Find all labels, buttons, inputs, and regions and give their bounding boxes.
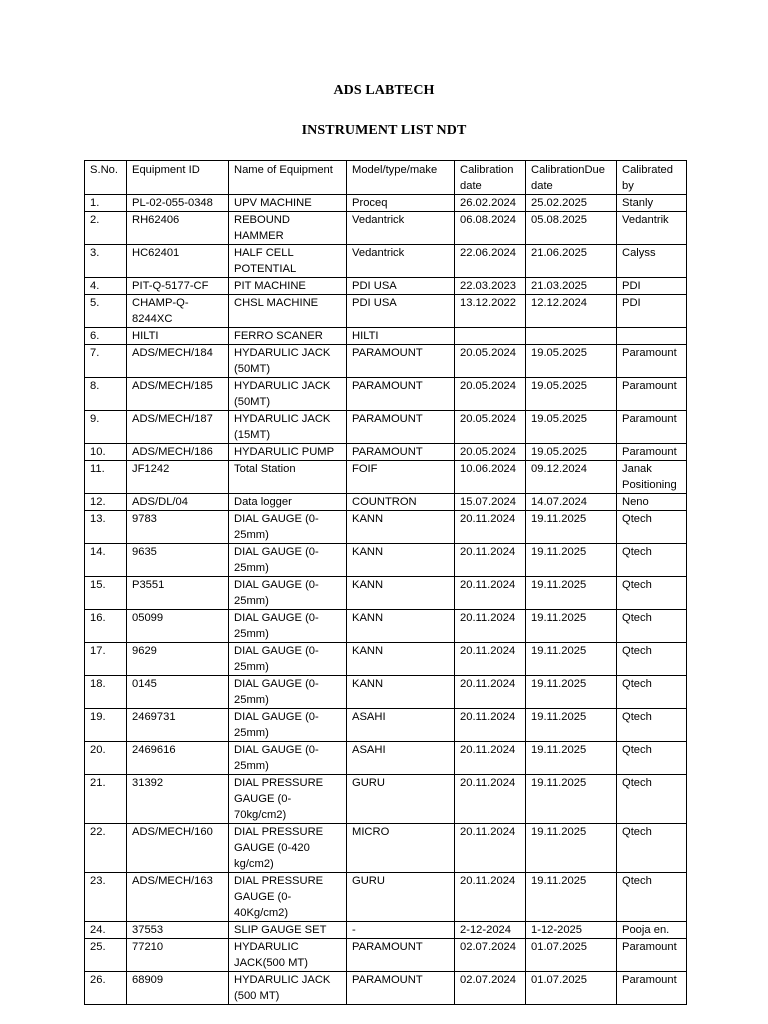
- cell-calibration-date: 22.06.2024: [455, 245, 526, 278]
- col-header-name: Name of Equipment: [229, 161, 347, 195]
- col-header-calibration-date: Calibration date: [455, 161, 526, 195]
- cell-equipment-name: FERRO SCANER: [229, 328, 347, 345]
- cell-due-date: 21.03.2025: [526, 278, 617, 295]
- cell-equipment-id: 9629: [127, 643, 229, 676]
- cell-model: PARAMOUNT: [347, 972, 455, 1005]
- cell-equipment-name: CHSL MACHINE: [229, 295, 347, 328]
- cell-due-date: 01.07.2025: [526, 939, 617, 972]
- cell-due-date: 19.11.2025: [526, 824, 617, 873]
- cell-due-date: 1-12-2025: [526, 922, 617, 939]
- cell-calibration-date: 20.11.2024: [455, 577, 526, 610]
- header-row: [85, 161, 687, 195]
- cell-calibrated-by: Neno: [617, 494, 687, 511]
- cell-due-date: 19.11.2025: [526, 873, 617, 922]
- cell-due-date: 14.07.2024: [526, 494, 617, 511]
- cell-model: GURU: [347, 775, 455, 824]
- cell-equipment-name: HYDARULIC JACK (15MT): [229, 411, 347, 444]
- cell-due-date: 09.12.2024: [526, 461, 617, 494]
- cell-equipment-id: ADS/MECH/185: [127, 378, 229, 411]
- cell-due-date: 19.05.2025: [526, 345, 617, 378]
- table-row: [85, 610, 687, 643]
- cell-calibration-date: 20.11.2024: [455, 676, 526, 709]
- cell-equipment-id: ADS/MECH/160: [127, 824, 229, 873]
- cell-sno: 1.: [85, 195, 127, 212]
- cell-equipment-name: HYDARULIC JACK(500 MT): [229, 939, 347, 972]
- table-row: [85, 709, 687, 742]
- cell-model: KANN: [347, 577, 455, 610]
- cell-equipment-name: Total Station: [229, 461, 347, 494]
- cell-calibration-date: 20.11.2024: [455, 742, 526, 775]
- cell-sno: 12.: [85, 494, 127, 511]
- cell-due-date: 19.11.2025: [526, 577, 617, 610]
- cell-calibrated-by: Stanly: [617, 195, 687, 212]
- cell-sno: 15.: [85, 577, 127, 610]
- table-row: [85, 345, 687, 378]
- cell-due-date: 19.11.2025: [526, 742, 617, 775]
- cell-due-date: 19.11.2025: [526, 544, 617, 577]
- table-row: [85, 676, 687, 709]
- cell-calibrated-by: PDI: [617, 278, 687, 295]
- cell-model: HILTI: [347, 328, 455, 345]
- cell-sno: 13.: [85, 511, 127, 544]
- cell-sno: 7.: [85, 345, 127, 378]
- cell-model: -: [347, 922, 455, 939]
- cell-equipment-name: DIAL GAUGE (0-25mm): [229, 709, 347, 742]
- cell-calibrated-by: [617, 328, 687, 345]
- table-row: [85, 922, 687, 939]
- cell-calibration-date: 20.05.2024: [455, 411, 526, 444]
- cell-calibration-date: 20.05.2024: [455, 378, 526, 411]
- table-row: [85, 378, 687, 411]
- cell-sno: 26.: [85, 972, 127, 1005]
- cell-sno: 10.: [85, 444, 127, 461]
- cell-due-date: 21.06.2025: [526, 245, 617, 278]
- cell-equipment-name: DIAL PRESSURE GAUGE (0-420 kg/cm2): [229, 824, 347, 873]
- cell-equipment-name: Data logger: [229, 494, 347, 511]
- table-row: [85, 972, 687, 1005]
- cell-equipment-id: ADS/MECH/186: [127, 444, 229, 461]
- cell-calibrated-by: Paramount: [617, 411, 687, 444]
- cell-model: COUNTRON: [347, 494, 455, 511]
- instrument-table: [84, 160, 687, 1005]
- cell-calibrated-by: Qtech: [617, 709, 687, 742]
- cell-model: PARAMOUNT: [347, 411, 455, 444]
- cell-equipment-name: HYDARULIC JACK (50MT): [229, 345, 347, 378]
- cell-equipment-name: HYDARULIC JACK (500 MT): [229, 972, 347, 1005]
- cell-model: FOIF: [347, 461, 455, 494]
- cell-equipment-name: UPV MACHINE: [229, 195, 347, 212]
- cell-sno: 16.: [85, 610, 127, 643]
- cell-due-date: 19.05.2025: [526, 378, 617, 411]
- cell-sno: 17.: [85, 643, 127, 676]
- cell-sno: 3.: [85, 245, 127, 278]
- cell-model: PDI USA: [347, 295, 455, 328]
- cell-equipment-id: PIT-Q-5177-CF: [127, 278, 229, 295]
- cell-sno: 22.: [85, 824, 127, 873]
- cell-equipment-name: DIAL PRESSURE GAUGE (0-40Kg/cm2): [229, 873, 347, 922]
- cell-due-date: 05.08.2025: [526, 212, 617, 245]
- cell-sno: 21.: [85, 775, 127, 824]
- table-row: [85, 328, 687, 345]
- table-row: [85, 494, 687, 511]
- cell-calibrated-by: Qtech: [617, 676, 687, 709]
- cell-equipment-id: 68909: [127, 972, 229, 1005]
- cell-calibration-date: 02.07.2024: [455, 972, 526, 1005]
- cell-calibration-date: 10.06.2024: [455, 461, 526, 494]
- cell-calibration-date: 20.11.2024: [455, 824, 526, 873]
- table-row: [85, 643, 687, 676]
- cell-equipment-id: PL-02-055-0348: [127, 195, 229, 212]
- cell-model: KANN: [347, 511, 455, 544]
- cell-equipment-name: PIT MACHINE: [229, 278, 347, 295]
- cell-due-date: 19.11.2025: [526, 709, 617, 742]
- cell-equipment-id: 77210: [127, 939, 229, 972]
- cell-due-date: 12.12.2024: [526, 295, 617, 328]
- col-header-sno: S.No.: [85, 161, 127, 195]
- table-row: [85, 511, 687, 544]
- cell-calibration-date: 20.11.2024: [455, 873, 526, 922]
- table-row: [85, 544, 687, 577]
- cell-equipment-name: DIAL GAUGE (0-25mm): [229, 577, 347, 610]
- table-row: [85, 444, 687, 461]
- cell-equipment-name: REBOUND HAMMER: [229, 212, 347, 245]
- cell-sno: 4.: [85, 278, 127, 295]
- table-row: [85, 824, 687, 873]
- cell-equipment-id: HC62401: [127, 245, 229, 278]
- cell-calibration-date: 20.11.2024: [455, 709, 526, 742]
- cell-calibration-date: 20.05.2024: [455, 345, 526, 378]
- table-row: [85, 775, 687, 824]
- cell-model: PARAMOUNT: [347, 939, 455, 972]
- cell-due-date: 19.11.2025: [526, 610, 617, 643]
- cell-model: PARAMOUNT: [347, 345, 455, 378]
- cell-sno: 24.: [85, 922, 127, 939]
- cell-equipment-id: 2469731: [127, 709, 229, 742]
- cell-model: KANN: [347, 610, 455, 643]
- cell-due-date: [526, 328, 617, 345]
- cell-equipment-name: DIAL GAUGE (0-25mm): [229, 643, 347, 676]
- cell-calibrated-by: Qtech: [617, 742, 687, 775]
- cell-calibrated-by: Qtech: [617, 610, 687, 643]
- cell-model: Vedantrick: [347, 245, 455, 278]
- company-name: ADS LABTECH: [333, 83, 435, 98]
- cell-calibrated-by: PDI: [617, 295, 687, 328]
- cell-equipment-id: 0145: [127, 676, 229, 709]
- cell-sno: 11.: [85, 461, 127, 494]
- col-header-model: Model/type/make: [347, 161, 455, 195]
- table-row: [85, 295, 687, 328]
- cell-equipment-id: ADS/MECH/163: [127, 873, 229, 922]
- cell-sno: 5.: [85, 295, 127, 328]
- table-row: [85, 195, 687, 212]
- cell-equipment-name: DIAL GAUGE (0-25mm): [229, 511, 347, 544]
- cell-calibrated-by: Qtech: [617, 511, 687, 544]
- cell-calibrated-by: Paramount: [617, 378, 687, 411]
- cell-calibrated-by: Paramount: [617, 939, 687, 972]
- cell-equipment-id: CHAMP-Q-8244XC: [127, 295, 229, 328]
- cell-due-date: 19.11.2025: [526, 775, 617, 824]
- table-row: [85, 278, 687, 295]
- cell-equipment-name: HALF CELL POTENTIAL: [229, 245, 347, 278]
- cell-equipment-name: DIAL GAUGE (0-25mm): [229, 544, 347, 577]
- cell-calibrated-by: Vedantrik: [617, 212, 687, 245]
- cell-model: PARAMOUNT: [347, 444, 455, 461]
- cell-due-date: 19.05.2025: [526, 444, 617, 461]
- cell-equipment-name: DIAL GAUGE (0-25mm): [229, 676, 347, 709]
- cell-calibrated-by: Qtech: [617, 824, 687, 873]
- cell-calibrated-by: Calyss: [617, 245, 687, 278]
- cell-calibrated-by: Paramount: [617, 972, 687, 1005]
- cell-model: ASAHI: [347, 709, 455, 742]
- cell-equipment-name: HYDARULIC PUMP: [229, 444, 347, 461]
- cell-model: Proceq: [347, 195, 455, 212]
- table-row: [85, 873, 687, 922]
- cell-model: MICRO: [347, 824, 455, 873]
- cell-calibration-date: 26.02.2024: [455, 195, 526, 212]
- cell-calibration-date: 15.07.2024: [455, 494, 526, 511]
- cell-calibration-date: 20.11.2024: [455, 511, 526, 544]
- document-title: INSTRUMENT LIST NDT: [301, 123, 467, 138]
- cell-equipment-name: HYDARULIC JACK (50MT): [229, 378, 347, 411]
- cell-calibrated-by: Janak Positioning: [617, 461, 687, 494]
- cell-equipment-name: SLIP GAUGE SET: [229, 922, 347, 939]
- cell-equipment-id: ADS/MECH/187: [127, 411, 229, 444]
- cell-calibration-date: 06.08.2024: [455, 212, 526, 245]
- table-body: [85, 195, 687, 1005]
- cell-calibration-date: 13.12.2022: [455, 295, 526, 328]
- cell-calibration-date: 20.11.2024: [455, 775, 526, 824]
- cell-equipment-id: 37553: [127, 922, 229, 939]
- cell-sno: 14.: [85, 544, 127, 577]
- table-row: [85, 577, 687, 610]
- col-header-due-date: CalibrationDue date: [526, 161, 617, 195]
- cell-model: KANN: [347, 676, 455, 709]
- cell-model: ASAHI: [347, 742, 455, 775]
- cell-calibrated-by: Pooja en.: [617, 922, 687, 939]
- cell-model: KANN: [347, 544, 455, 577]
- cell-due-date: 01.07.2025: [526, 972, 617, 1005]
- table-row: [85, 212, 687, 245]
- cell-due-date: 19.11.2025: [526, 676, 617, 709]
- cell-due-date: 19.11.2025: [526, 643, 617, 676]
- cell-equipment-id: 2469616: [127, 742, 229, 775]
- cell-sno: 19.: [85, 709, 127, 742]
- cell-equipment-id: P3551: [127, 577, 229, 610]
- cell-calibrated-by: Qtech: [617, 577, 687, 610]
- cell-sno: 6.: [85, 328, 127, 345]
- cell-calibrated-by: Qtech: [617, 775, 687, 824]
- cell-model: KANN: [347, 643, 455, 676]
- table-row: [85, 461, 687, 494]
- table-row: [85, 245, 687, 278]
- cell-calibrated-by: Paramount: [617, 444, 687, 461]
- cell-calibration-date: 20.11.2024: [455, 610, 526, 643]
- cell-equipment-id: RH62406: [127, 212, 229, 245]
- col-header-calibrated-by: Calibrated by: [617, 161, 687, 195]
- cell-calibrated-by: Qtech: [617, 873, 687, 922]
- cell-calibration-date: 20.11.2024: [455, 544, 526, 577]
- cell-calibrated-by: Paramount: [617, 345, 687, 378]
- cell-calibrated-by: Qtech: [617, 643, 687, 676]
- cell-calibration-date: 02.07.2024: [455, 939, 526, 972]
- cell-calibration-date: 20.05.2024: [455, 444, 526, 461]
- cell-equipment-id: ADS/MECH/184: [127, 345, 229, 378]
- table-row: [85, 939, 687, 972]
- cell-sno: 20.: [85, 742, 127, 775]
- cell-equipment-id: 31392: [127, 775, 229, 824]
- table-header: [85, 161, 687, 195]
- cell-equipment-name: DIAL GAUGE (0-25mm): [229, 610, 347, 643]
- cell-calibrated-by: Qtech: [617, 544, 687, 577]
- cell-sno: 25.: [85, 939, 127, 972]
- cell-sno: 2.: [85, 212, 127, 245]
- cell-calibration-date: [455, 328, 526, 345]
- table-row: [85, 742, 687, 775]
- col-header-equipment-id: Equipment ID: [127, 161, 229, 195]
- cell-equipment-id: ADS/DL/04: [127, 494, 229, 511]
- cell-sno: 18.: [85, 676, 127, 709]
- cell-sno: 8.: [85, 378, 127, 411]
- cell-equipment-name: DIAL PRESSURE GAUGE (0-70kg/cm2): [229, 775, 347, 824]
- cell-model: PDI USA: [347, 278, 455, 295]
- cell-calibration-date: 2-12-2024: [455, 922, 526, 939]
- cell-equipment-id: HILTI: [127, 328, 229, 345]
- cell-sno: 9.: [85, 411, 127, 444]
- cell-model: Vedantrick: [347, 212, 455, 245]
- cell-equipment-id: 05099: [127, 610, 229, 643]
- cell-equipment-id: 9783: [127, 511, 229, 544]
- cell-calibration-date: 20.11.2024: [455, 643, 526, 676]
- cell-model: GURU: [347, 873, 455, 922]
- cell-due-date: 25.02.2025: [526, 195, 617, 212]
- cell-sno: 23.: [85, 873, 127, 922]
- cell-calibration-date: 22.03.2023: [455, 278, 526, 295]
- cell-model: PARAMOUNT: [347, 378, 455, 411]
- cell-equipment-id: JF1242: [127, 461, 229, 494]
- cell-due-date: 19.11.2025: [526, 511, 617, 544]
- table-row: [85, 411, 687, 444]
- cell-due-date: 19.05.2025: [526, 411, 617, 444]
- cell-equipment-name: DIAL GAUGE (0-25mm): [229, 742, 347, 775]
- cell-equipment-id: 9635: [127, 544, 229, 577]
